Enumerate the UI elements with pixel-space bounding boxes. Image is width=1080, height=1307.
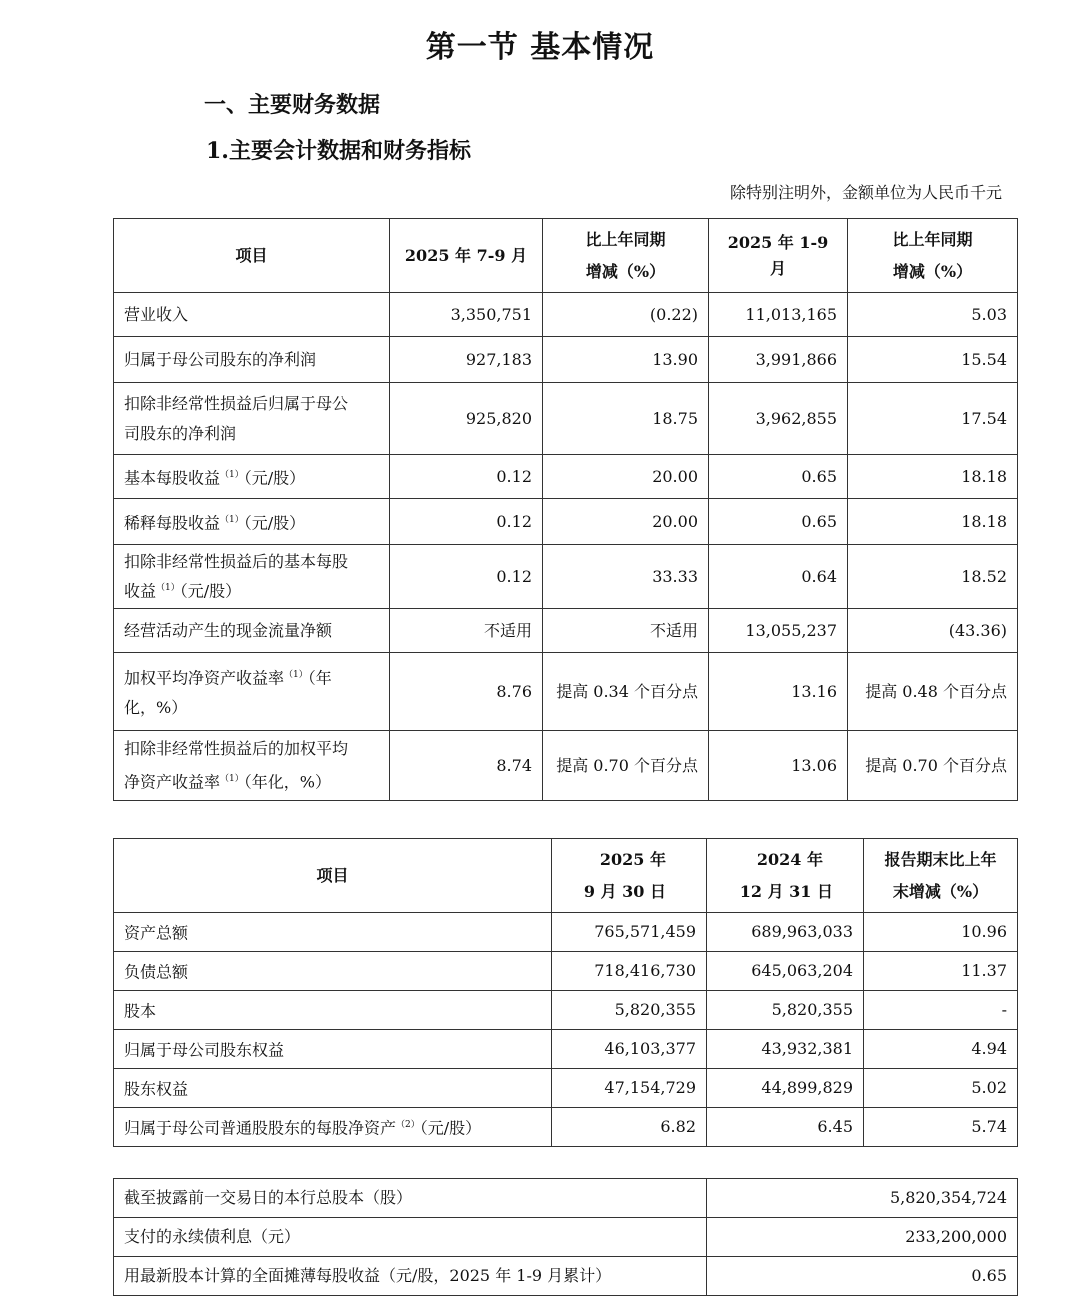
cell-q3-change: 13.90 <box>543 337 709 383</box>
table-row <box>114 609 1018 653</box>
header-line: 增减（%） <box>892 261 973 281</box>
cell-ytd: 0.64 <box>709 545 848 609</box>
cell-q3-change: 20.00 <box>543 455 709 499</box>
header-line: 比上年同期 <box>585 229 666 249</box>
row-label-unit: （元/股） <box>243 513 306 533</box>
row-label <box>114 913 552 952</box>
accounting-data-table <box>113 218 1018 801</box>
row-label-line <box>124 575 379 604</box>
row-label-text: 股本 <box>124 1001 157 1021</box>
row-label: 用最新股本计算的全面摊薄每股收益（元/股，2025 年 1-9 月累计） <box>114 1257 707 1296</box>
cell-ytd-change: 18.18 <box>848 499 1018 545</box>
table-row <box>114 1030 1018 1069</box>
row-label-text: 负债总额 <box>124 962 189 982</box>
cell-2025: 5,820,355 <box>552 991 707 1030</box>
cell-q3-change: 20.00 <box>543 499 709 545</box>
table-row <box>114 1218 1018 1257</box>
header-2025 <box>552 839 707 913</box>
cell-change: 5.74 <box>864 1108 1018 1147</box>
cell-2024: 44,899,829 <box>707 1069 864 1108</box>
cell-q3-change: 18.75 <box>543 383 709 455</box>
table-row <box>114 1257 1018 1296</box>
cell-2025: 6.82 <box>552 1108 707 1147</box>
cell-q3: 3,350,751 <box>390 293 543 337</box>
row-label <box>114 731 390 801</box>
cell-2024: 645,063,204 <box>707 952 864 991</box>
cell-ytd: 11,013,165 <box>709 293 848 337</box>
header-line: 增减（%） <box>585 261 666 281</box>
cell-ytd: 0.65 <box>709 499 848 545</box>
cell-value: 233,200,000 <box>707 1218 1018 1257</box>
cell-q3: 0.12 <box>390 455 543 499</box>
row-label-unit: （元/股） <box>179 581 242 601</box>
header-2024 <box>707 839 864 913</box>
row-label <box>114 952 552 991</box>
row-label <box>114 545 390 609</box>
row-label-line <box>124 766 379 795</box>
cell-q3: 925,820 <box>390 383 543 455</box>
cell-q3-change: 提高 0.70 个百分点 <box>543 731 709 801</box>
cell-2024: 6.45 <box>707 1108 864 1147</box>
cell-2025: 47,154,729 <box>552 1069 707 1108</box>
row-label <box>114 1108 552 1147</box>
table-row <box>114 337 1018 383</box>
cell-q3-change: 不适用 <box>543 609 709 653</box>
header-q3-change <box>543 219 709 293</box>
header-line: 比上年同期 <box>892 229 973 249</box>
row-label-line: 扣除非经常性损益后归属于母公 <box>124 393 349 413</box>
footnote-mark: （1） <box>220 469 244 480</box>
header-line: 2024 年 <box>756 849 823 869</box>
cell-ytd: 3,991,866 <box>709 337 848 383</box>
table-row <box>114 1108 1018 1147</box>
row-label <box>114 1069 552 1108</box>
cell-q3: 不适用 <box>390 609 543 653</box>
row-label-line: 化，%） <box>124 698 188 718</box>
row-label-line <box>124 662 379 691</box>
cell-ytd-change: 18.52 <box>848 545 1018 609</box>
cell-ytd-change: 17.54 <box>848 383 1018 455</box>
cell-q3: 8.76 <box>390 653 543 731</box>
row-label: 截至披露前一交易日的本行总股本（股） <box>114 1179 707 1218</box>
cell-change: 11.37 <box>864 952 1018 991</box>
table-row <box>114 653 1018 731</box>
row-label-text: 基本每股收益 <box>124 468 221 488</box>
share-info-table <box>113 1178 1018 1296</box>
row-label <box>114 1030 552 1069</box>
row-label-unit: （年化，%） <box>243 772 331 792</box>
cell-q3-change: (0.22) <box>543 293 709 337</box>
page-title: 第一节 基本情况 <box>425 30 655 65</box>
row-label: 支付的永续债利息（元） <box>114 1218 707 1257</box>
footnote-mark: （2） <box>396 1120 420 1131</box>
row-label-text: 归属于母公司股东权益 <box>124 1040 285 1060</box>
cell-ytd-change: (43.36) <box>848 609 1018 653</box>
table-row <box>114 991 1018 1030</box>
cell-2025: 718,416,730 <box>552 952 707 991</box>
row-label: 经营活动产生的现金流量净额 <box>114 609 390 653</box>
table-row <box>114 1179 1018 1218</box>
table-row <box>114 293 1018 337</box>
row-label-unit: （元/股） <box>419 1118 482 1138</box>
cell-ytd-change: 18.18 <box>848 455 1018 499</box>
header-line: 2025 年 <box>599 849 666 869</box>
footnote-mark: （1） <box>156 582 180 593</box>
cell-ytd: 0.65 <box>709 455 848 499</box>
table-row <box>114 545 1018 609</box>
footnote-mark: （1） <box>284 669 308 680</box>
header-line: 12 月 31 日 <box>739 881 833 901</box>
header-change <box>864 839 1018 913</box>
cell-2024: 5,820,355 <box>707 991 864 1030</box>
row-label-line: 扣除非经常性损益后的基本每股 <box>124 551 349 571</box>
header-q3: 2025 年 7-9 月 <box>390 219 543 293</box>
row-label: 归属于母公司股东的净利润 <box>114 337 390 383</box>
cell-q3: 8.74 <box>390 731 543 801</box>
table-row <box>114 731 1018 801</box>
cell-q3: 0.12 <box>390 499 543 545</box>
cell-ytd: 13.16 <box>709 653 848 731</box>
row-label <box>114 653 390 731</box>
table-row <box>114 952 1018 991</box>
table-row <box>114 455 1018 499</box>
row-label-line: 扣除非经常性损益后的加权平均 <box>124 738 349 758</box>
row-label-text: 归属于母公司普通股股东的每股净资产 <box>124 1118 397 1138</box>
cell-q3-change: 33.33 <box>543 545 709 609</box>
footnote-mark: （1） <box>220 773 244 784</box>
header-ytd-change <box>848 219 1018 293</box>
cell-ytd-change: 提高 0.70 个百分点 <box>848 731 1018 801</box>
cell-2024: 43,932,381 <box>707 1030 864 1069</box>
table-header-row <box>114 219 1018 293</box>
row-label: 营业收入 <box>114 293 390 337</box>
cell-ytd: 13,055,237 <box>709 609 848 653</box>
cell-value: 0.65 <box>707 1257 1018 1296</box>
cell-change: 5.02 <box>864 1069 1018 1108</box>
row-label-text: 加权平均净资产收益率 <box>124 668 285 688</box>
row-label <box>114 455 390 499</box>
cell-2025: 46,103,377 <box>552 1030 707 1069</box>
cell-ytd: 13.06 <box>709 731 848 801</box>
row-label <box>114 499 390 545</box>
header-line: 报告期末比上年 <box>884 849 997 869</box>
cell-ytd-change: 提高 0.48 个百分点 <box>848 653 1018 731</box>
cell-q3-change: 提高 0.34 个百分点 <box>543 653 709 731</box>
header-ytd: 2025 年 1-9 月 <box>709 219 848 293</box>
table-header-row <box>114 839 1018 913</box>
header-item: 项目 <box>114 219 390 293</box>
subsection-heading: 1.主要会计数据和财务指标 <box>206 138 471 164</box>
row-label-text: 稀释每股收益 <box>124 513 221 533</box>
row-label-text: 净资产收益率 <box>124 772 221 792</box>
row-label-unit: （年 <box>307 668 332 688</box>
cell-change: 4.94 <box>864 1030 1018 1069</box>
header-item: 项目 <box>114 839 552 913</box>
cell-ytd: 3,962,855 <box>709 383 848 455</box>
cell-change: - <box>864 991 1018 1030</box>
cell-q3: 0.12 <box>390 545 543 609</box>
section-heading: 一、主要财务数据 <box>204 92 381 118</box>
row-label-text: 收益 <box>124 581 157 601</box>
cell-q3: 927,183 <box>390 337 543 383</box>
cell-change: 10.96 <box>864 913 1018 952</box>
balance-sheet-table <box>113 838 1018 1147</box>
row-label-text: 股东权益 <box>124 1079 189 1099</box>
row-label <box>114 991 552 1030</box>
cell-ytd-change: 15.54 <box>848 337 1018 383</box>
header-line: 末增减（%） <box>892 881 989 901</box>
cell-2024: 689,963,033 <box>707 913 864 952</box>
footnote-mark: （1） <box>220 514 244 525</box>
table-row <box>114 499 1018 545</box>
table-row <box>114 913 1018 952</box>
row-label-unit: （元/股） <box>243 468 306 488</box>
cell-value: 5,820,354,724 <box>707 1179 1018 1218</box>
table-row <box>114 383 1018 455</box>
unit-note: 除特别注明外，金额单位为人民币千元 <box>729 183 1002 202</box>
table-row <box>114 1069 1018 1108</box>
cell-ytd-change: 5.03 <box>848 293 1018 337</box>
row-label <box>114 383 390 455</box>
header-line: 9 月 30 日 <box>583 881 666 901</box>
row-label-text: 资产总额 <box>124 923 189 943</box>
cell-2025: 765,571,459 <box>552 913 707 952</box>
row-label-line: 司股东的净利润 <box>124 423 237 443</box>
